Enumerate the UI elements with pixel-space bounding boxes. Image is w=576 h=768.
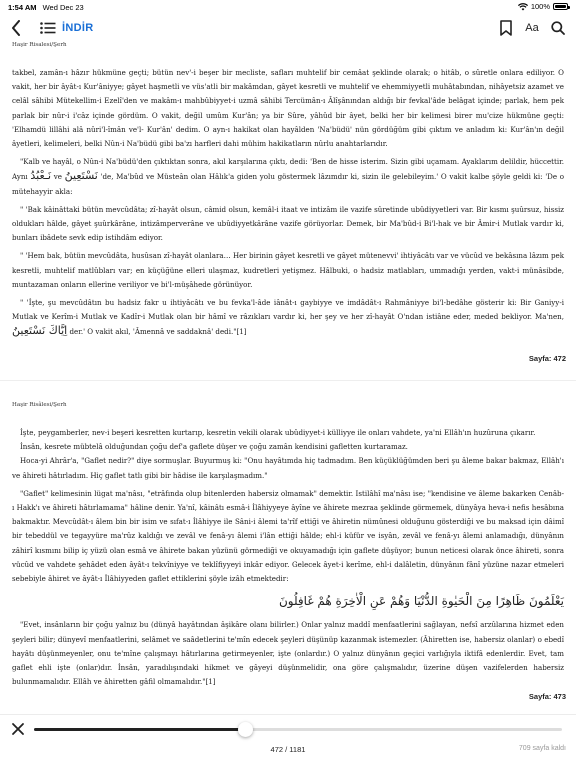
bookmark-button[interactable] [496, 18, 516, 38]
reader-bottom-bar [0, 714, 576, 768]
paragraph: "Gaflet" kelimesinin lügat ma'nâsı, "etrâfında olup bitenlerden habersiz olmamak" demektir. Istilâhî ma'nâsı ise; "kendisine ve âleme bakarken Cenâb-ı Hakk'ı ve âhireti hâtırlamama" hâline denir. Ya'nî, kâinâtı esmâ-i İlâhiyyeye âyîne ve âhirete mezraa şeklinde görmemek, dünyâya heva-i nefis hesâbına bakmaktır. Mevcûdât-ı âlem bin bir isim ve sıfat-ı İlâhiyye ile Sâni-i âlemi ta'rîf ettiği ve âhiretin nümûnesi olduğunu gösterdiği ve bu maksad için dâimî bir tebeddül ve tegayyüre ma'rûz kaldığı ve zevâl ve fenâ-yı âlemi i'lân ettiği hâlde; ehl-i küfür ve isyân, zevâl ve fenâ-yı âlemi anlamadığı, dünyânın zâhirî kısmını bilip iç yüzü olan esmâ ve âhirete bakan yüzünü görmediği ve okuyamadığı için gaflete düşüyor; bunun neticesi olarak önce âhireti, sonra vücûd ve vahdete şehâdet eden âyât-ı tekvîniyye ve teklîfiyyeyi inkâr ediyor. Gelecek âyet-i kerîme, ehl-i dalâletin, dünyânın fânî yüzüne nazar etmeleri sebebiyle âhiret ve âyât-ı İlâhiyyeden gaflet ettiklerini şöyle izâh etmektedir: [12, 488, 564, 584]
status-indicators [518, 2, 568, 11]
paragraph: İşte, peygamberler, nev-i beşeri kesretten kurtarıp, kesretin vekili olarak ubûdiyyet-i külliyye ile onları vahdete, ya'ni Ellâh'ın huzûruna çıkarır. [20, 428, 536, 437]
back-button[interactable] [6, 18, 26, 38]
download-button[interactable]: İNDİR [62, 22, 94, 34]
list-icon [40, 22, 56, 34]
paragraph: Hoca-yi Ahrâr'a, "Gaflet nedir?" diye sormuşlar. Buyurmuş ki: "Onu hayâtımda hiç tadmadım. Ben küçüklüğümden beri şu âleme bakar bakmaz, Ellâh'ı ve âhireti hâtırladım. Hiç gaflet tatlı gibi bir hâdise ile karşılaşmadım." [12, 456, 564, 480]
back-chevron-icon [11, 20, 21, 36]
status-bar [0, 0, 576, 14]
reader-toolbar [0, 14, 576, 42]
paragraph-text: " 'İşte, şu mevcûdâtın bu hadsiz fakr u ihtiyâcâtı ve bu fevka'l-âde iânât-ı gaybiyye ve imdâdât-ı Rahmâniyye bi'l-bedâhe gösterir ki: Bir Ganiyy-i Mutlak ve Kerîm-i Mutlak ve Kadîr-i Mutlak olan bir hâmî ve râzıkları vardır ki, her şey ve her zî-hayât O'ndan istiâne eder, meded bekliyor. Ma'nen, [12, 298, 564, 322]
paragraph: İnsân, kesrete mübtelâ olduğundan çoğu def'a gaflete düşer ve çoğu zamân kendisini gafletten kurtaramaz. [20, 442, 408, 452]
arabic-word: نَسْتَعِينُ [64, 169, 98, 183]
table-of-contents-button[interactable] [38, 18, 58, 38]
paragraph-text: " 'Hem bak, bütün mevcûdâta, husûsan zî-hayât olanlara… Her birinin gâyet kesretli ve gâyet mütenevvi' ihtiyâcâtı var ve vücûd ve bekâsına lâzım pek kesretli, muhtelif matlûbları var; en küçüğüne elleri ulaşmaz, kudretleri yetişmez. Hâlbuki, o hadsiz matlabları, ummadığı yerden, vakt-i münâsibde, muntazaman onların ellerine veriliyor ve bi'l-müşâhede görünüyor. [12, 251, 564, 289]
paragraph-text: der.' O vakit akıl, 'Âmennâ ve saddaknâ' dedi."[1] [69, 327, 247, 337]
paragraph [12, 249, 564, 292]
page-slider-thumb[interactable] [238, 722, 253, 737]
paragraph [12, 296, 564, 340]
paragraph [12, 155, 564, 199]
pages-remaining: 709 sayfa kaldı [518, 745, 566, 752]
close-button[interactable] [10, 721, 26, 737]
running-head: Haşir Risâlesi/Şerh [12, 402, 67, 408]
paragraph-text: ve [53, 172, 62, 182]
status-time-date [8, 3, 84, 12]
status-time: 1:54 AM [8, 3, 37, 12]
close-icon [10, 721, 26, 737]
arabic-word: نَـعْبُدُ [30, 169, 52, 183]
wifi-icon [518, 3, 528, 11]
paragraph [12, 203, 564, 246]
page-slider-progress [34, 728, 245, 731]
paragraph-text: 'de, Ma'bûd ve Müsteân olan Hâlık'a giden yolu göstermek lâzımdır ki, sizin ile gelebileyim.' O vakit kalbe şöyle geldi ki: 'De o mütehayyir akla: [12, 172, 564, 196]
battery-icon [553, 3, 568, 10]
paragraph: "Evet, insânların bir çoğu yalnız bu (dünyâ hayâtından âşikâre olanı bilirler.) Onlar yalnız maddî menfaatlerini sağlayan, nefsî arzûlarına hizmet eden şeyleri bilir; dünyevî menfaatlerini, selâmet ve saâdetlerini te'mîn edecek şeyleri düşünüp kazanmak istemezler. (Âhiretten ise, habersiz olanlar) o ebedî hayâtı düşünmeyenler, onu te'mîne çalışmayı hâtırlarına getirmeyenler, işte (onlardır.) O yalnız dünyânın geçici varlığıyla iktifâ edenlerdir. Evet, tam gaflet ehli işte (onlar)dır. İnsân, yaradılışındaki hikmet ve gâyeyi düşünmelidir, ona göre çalışmalıdır, üzerine düşen vazifelerden habersiz bulunmamalıdır. Ellâh ve âhiretten gâfil olmamalıdır."[1] [12, 620, 564, 687]
arabic-word: اِيَّاكَ نَسْتَعِينُ [12, 324, 68, 338]
page-slider[interactable] [34, 728, 562, 731]
running-head: Haşir Risalesi/Şerh [12, 42, 67, 48]
paragraph-text: "Kalb ve hayâl, o Nûn-i Na'büdü'den çıktıktan sonra, akıl karşılarına çıktı, dedi: 'Ben de hisse isterim. Sizin gibi uçamam. Ayaklarım delildir, hüccettir. Aynı [12, 157, 564, 182]
page-number: Sayfa: 473 [528, 692, 566, 701]
search-icon [551, 21, 565, 35]
paragraph-text: takbel, zamân-ı hâzır hükmüne geçti; bütün nev'-i beşer bir mecliste, safları muhtelif bir cemâat şeklinde olarak; o hitâb, o sûretle onlara ediliyor. O vakit, her bir âyât-ı Kur'âniyye; gâyet haşmetli ve vüs'atli bir makâmdan, gâyet kesretli ve muhtelif ve ehemmiyyetli muhâtabından, nihâyetsiz azamet ve celâl sâhibi Mütekellim-i Ezelî'den ve makâm-ı mahbûbiyyet-i uzmâ sâhibi Tercümân-ı Âlîşânından aldığı bir fevkal'âde belâgat içinde; parlak, hem pek parlak bir nûr-i i'câz içinde gördüm. O vakit, değil umûm Kur'ân; ya bir Sûre, yâhûd bir âyet, belki her bir kelimesi birer mu'cize hükmüne geçti: 'Elhamdü lillâhi alâ nûri'l-îmân ve'l- Kur'ân' dedim. O ayn-ı hakikat olan hayâlden 'Na'büdü' nün gördüğüm gibi çıktım ve anladım ki: Kur'ân'ın değil âyetleri, kelimeleri, belki Nûn-i Na'büdü gibi ba'zı harfleri dahi mühim hakikatların nûrlu anahtarlarıdır. [12, 68, 564, 149]
page-counter: 472 / 1181 [270, 745, 306, 754]
paragraph-text: " 'Bak kâinâttaki bütün mevcûdâta; zî-hayât olsun, câmid olsun, kemâl-i itaat ve intizâm ile vazife sûretinde ubûdiyyetleri var. Bir kısmı şuûrsuz, hissiz oldukları hâlde, gâyet şuûrkârâne, intizâmperverâne ve ubûdiyyetkârâne vazife görüyorlar. Demek, bir Ma'bûd-i Bi'l-hak ve bir Âmir-i Mutlak vardır ki, bunları ibâdete sevk edip istihdâm ediyor. [12, 204, 564, 243]
paragraph [12, 66, 564, 151]
page-number: Sayfa: 472 [528, 354, 566, 363]
font-settings-button[interactable]: Aa [525, 22, 539, 34]
page-body [12, 66, 564, 340]
page-body [12, 426, 564, 689]
quran-verse: يَعْلَمُونَ ظَاهِرًا مِنَ الْحَيٰوةِ الدُّنْيَا وَهُمْ عَنِ الْاٰخِرَةِ هُمْ غَافِلُونَ [278, 594, 564, 609]
page-divider [0, 380, 576, 381]
bookmark-icon [500, 20, 512, 36]
search-button[interactable] [548, 18, 568, 38]
battery-percent: 100% [530, 2, 550, 11]
status-date: Wed Dec 23 [42, 3, 84, 12]
